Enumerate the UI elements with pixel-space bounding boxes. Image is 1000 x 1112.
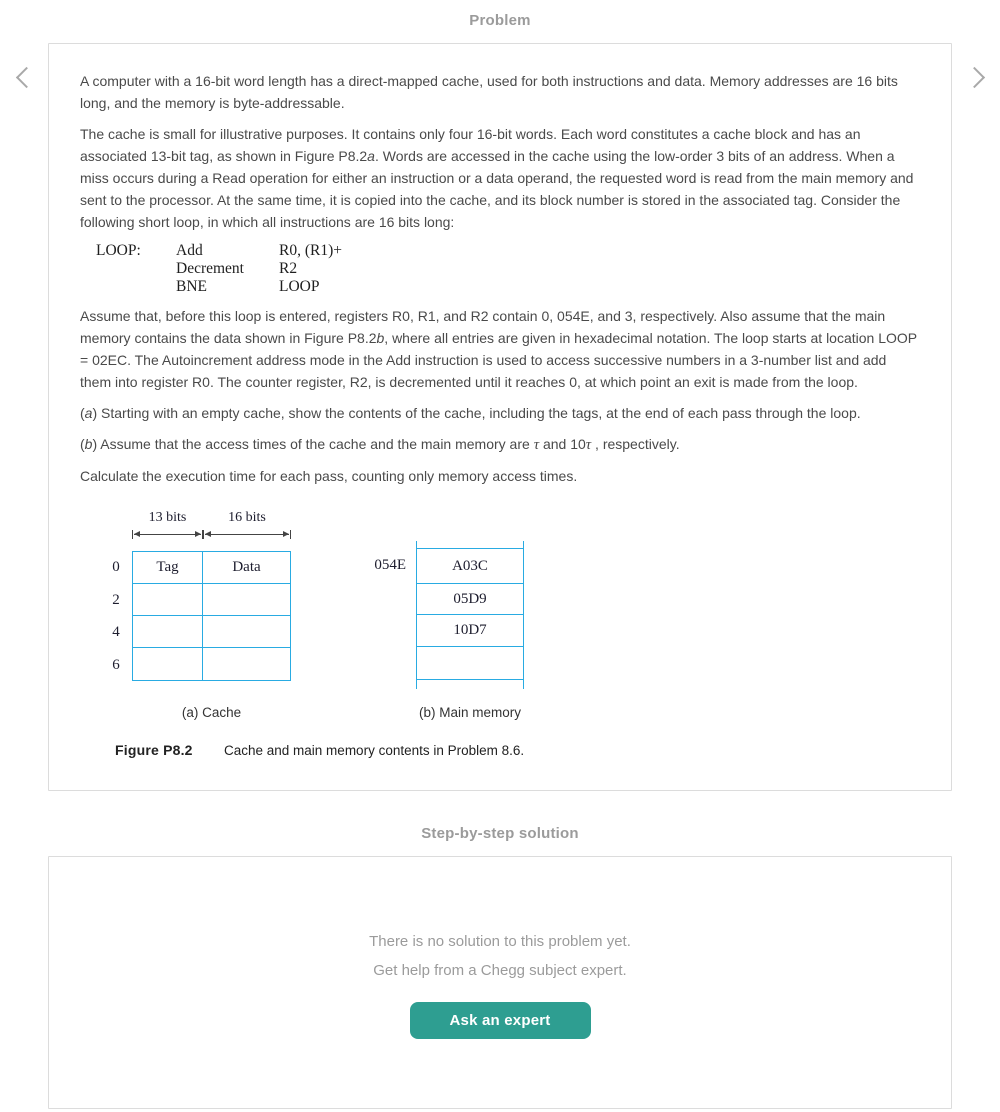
caption-main-memory: (b) Main memory <box>418 705 521 720</box>
paragraph-text: ) Assume that the access times of the cache and the main memory are <box>92 436 534 452</box>
problem-paragraph-1 <box>80 70 920 114</box>
item-letter-italic: b <box>84 436 93 452</box>
paragraph-text: and 10 <box>539 436 586 452</box>
figure-ref-italic: b <box>376 330 385 346</box>
solution-section-title: Step-by-step solution <box>421 825 579 842</box>
cache-empty-cell <box>133 648 203 680</box>
memory-cell: A03C <box>452 557 488 574</box>
problem-item-b <box>80 433 920 456</box>
figure-p8-2 <box>80 509 920 771</box>
figure-ref-italic: a <box>367 148 375 164</box>
tag-bits-label: 13 bits <box>148 510 187 525</box>
problem-paragraph-2 <box>80 123 920 233</box>
ask-an-expert-button[interactable]: Ask an expert <box>410 1002 591 1039</box>
paragraph-text: ( <box>80 436 85 452</box>
cache-empty-cell <box>133 584 203 616</box>
problem-paragraph-calc <box>80 465 920 487</box>
cache-tag-header: Tag <box>133 552 203 584</box>
tau-symbol: τ <box>585 437 592 453</box>
cache-empty-cell <box>203 584 290 616</box>
cache-empty-cell <box>133 616 203 648</box>
problem-item-a <box>80 402 920 424</box>
problem-section-title: Problem <box>469 12 531 29</box>
caption-cache: (a) Cache <box>181 705 242 720</box>
figure-caption: Cache and main memory contents in Problem 8.6. <box>224 743 525 758</box>
cache-empty-cell <box>203 648 290 680</box>
problem-card <box>48 43 952 791</box>
paragraph-text: Calculate the execution time for each pass, counting only memory access times. <box>80 468 578 484</box>
code-operand: R2 <box>279 260 298 277</box>
cache-row-label-6: 6 <box>112 657 120 673</box>
item-letter-italic: a <box>84 405 93 421</box>
code-opcode: Decrement <box>176 260 244 277</box>
code-opcode: BNE <box>176 278 207 295</box>
get-help-text: Get help from a Chegg subject expert. <box>373 962 627 979</box>
cache-row-label-4: 4 <box>112 624 120 640</box>
problem-paragraph-3 <box>80 305 920 393</box>
code-label <box>96 278 176 296</box>
paragraph-text: A computer with a 16-bit word length has a direct-mapped cache, used for both instructions and data. Memory addresses are 16 bits long, and the memory is byte-addressable. <box>80 73 898 111</box>
memory-cell <box>417 647 523 679</box>
tau-symbol: τ <box>533 437 540 453</box>
memory-divider <box>417 679 523 680</box>
memory-cell: 10D7 <box>453 622 487 638</box>
data-width-arrow <box>203 530 291 539</box>
cache-table <box>132 551 291 681</box>
no-solution-text: There is no solution to this problem yet. <box>369 933 631 950</box>
paragraph-text: , respectively. <box>591 436 680 452</box>
code-row <box>96 242 920 260</box>
previous-problem-button[interactable] <box>9 60 43 94</box>
assembly-code-block <box>96 242 920 296</box>
data-bits-label: 16 bits <box>228 510 266 525</box>
chevron-left-icon <box>15 66 36 87</box>
figure-label: Figure P8.2 <box>115 742 193 758</box>
solution-card <box>48 856 952 1109</box>
code-operand: R0, (R1)+ <box>279 242 342 259</box>
paragraph-text: ( <box>80 405 85 421</box>
code-row <box>96 260 920 278</box>
paragraph-text: ) Starting with an empty cache, show the contents of the cache, including the tags, at the end of each pass through the loop. <box>92 405 861 421</box>
paragraph-text: . Words are accessed in the cache using the low-order 3 bits of an address. When a miss occurs during a Read operation for either an instruction or a data operand, the requested word is read from the main memory and sent to the processor. At the same time, it is copied into the cache, and its block number is stored in the associated tag. Consider the following short loop, in which all instructions are 16 bits long: <box>80 148 914 230</box>
tag-width-arrow <box>132 530 203 539</box>
chevron-right-icon <box>963 66 984 87</box>
memory-address-label: 054E <box>374 557 406 573</box>
paragraph-text: Assume that, before this loop is entered, registers R0, R1, and R2 contain 0, 054E, and 3, respectively. Also assume that the main memory contains the data shown in Figure P8.2 <box>80 308 886 346</box>
code-operand: LOOP <box>279 278 320 295</box>
cache-row-label-2: 2 <box>112 592 120 608</box>
code-label <box>96 260 176 278</box>
main-memory-table <box>416 541 524 689</box>
arrowhead-left-icon <box>205 531 211 537</box>
code-opcode: Add <box>176 242 203 259</box>
cache-row-label-0: 0 <box>112 559 120 575</box>
next-problem-button[interactable] <box>957 60 991 94</box>
memory-cell: 05D9 <box>453 590 487 607</box>
cache-empty-cell <box>203 616 290 648</box>
paragraph-text: , where all entries are given in hexadecimal notation. The loop starts at location LOOP = 02EC. The Autoincrement address mode in the Add instruction is used to access successive numbers in a 3-number list and add them into register R0. The counter register, R2, is decremented until it reaches 0, at which point an exit is made from the loop. <box>80 330 917 390</box>
cache-data-header: Data <box>203 552 290 584</box>
code-label: LOOP: <box>96 242 141 259</box>
arrowhead-left-icon <box>134 531 140 537</box>
arrowhead-right-icon <box>283 531 289 537</box>
arrowhead-right-icon <box>195 531 201 537</box>
code-row <box>96 278 920 296</box>
paragraph-text: The cache is small for illustrative purposes. It contains only four 16-bit words. Each word constitutes a cache block and has an associated 13-bit tag, as shown in Figure P8.2 <box>80 126 861 164</box>
